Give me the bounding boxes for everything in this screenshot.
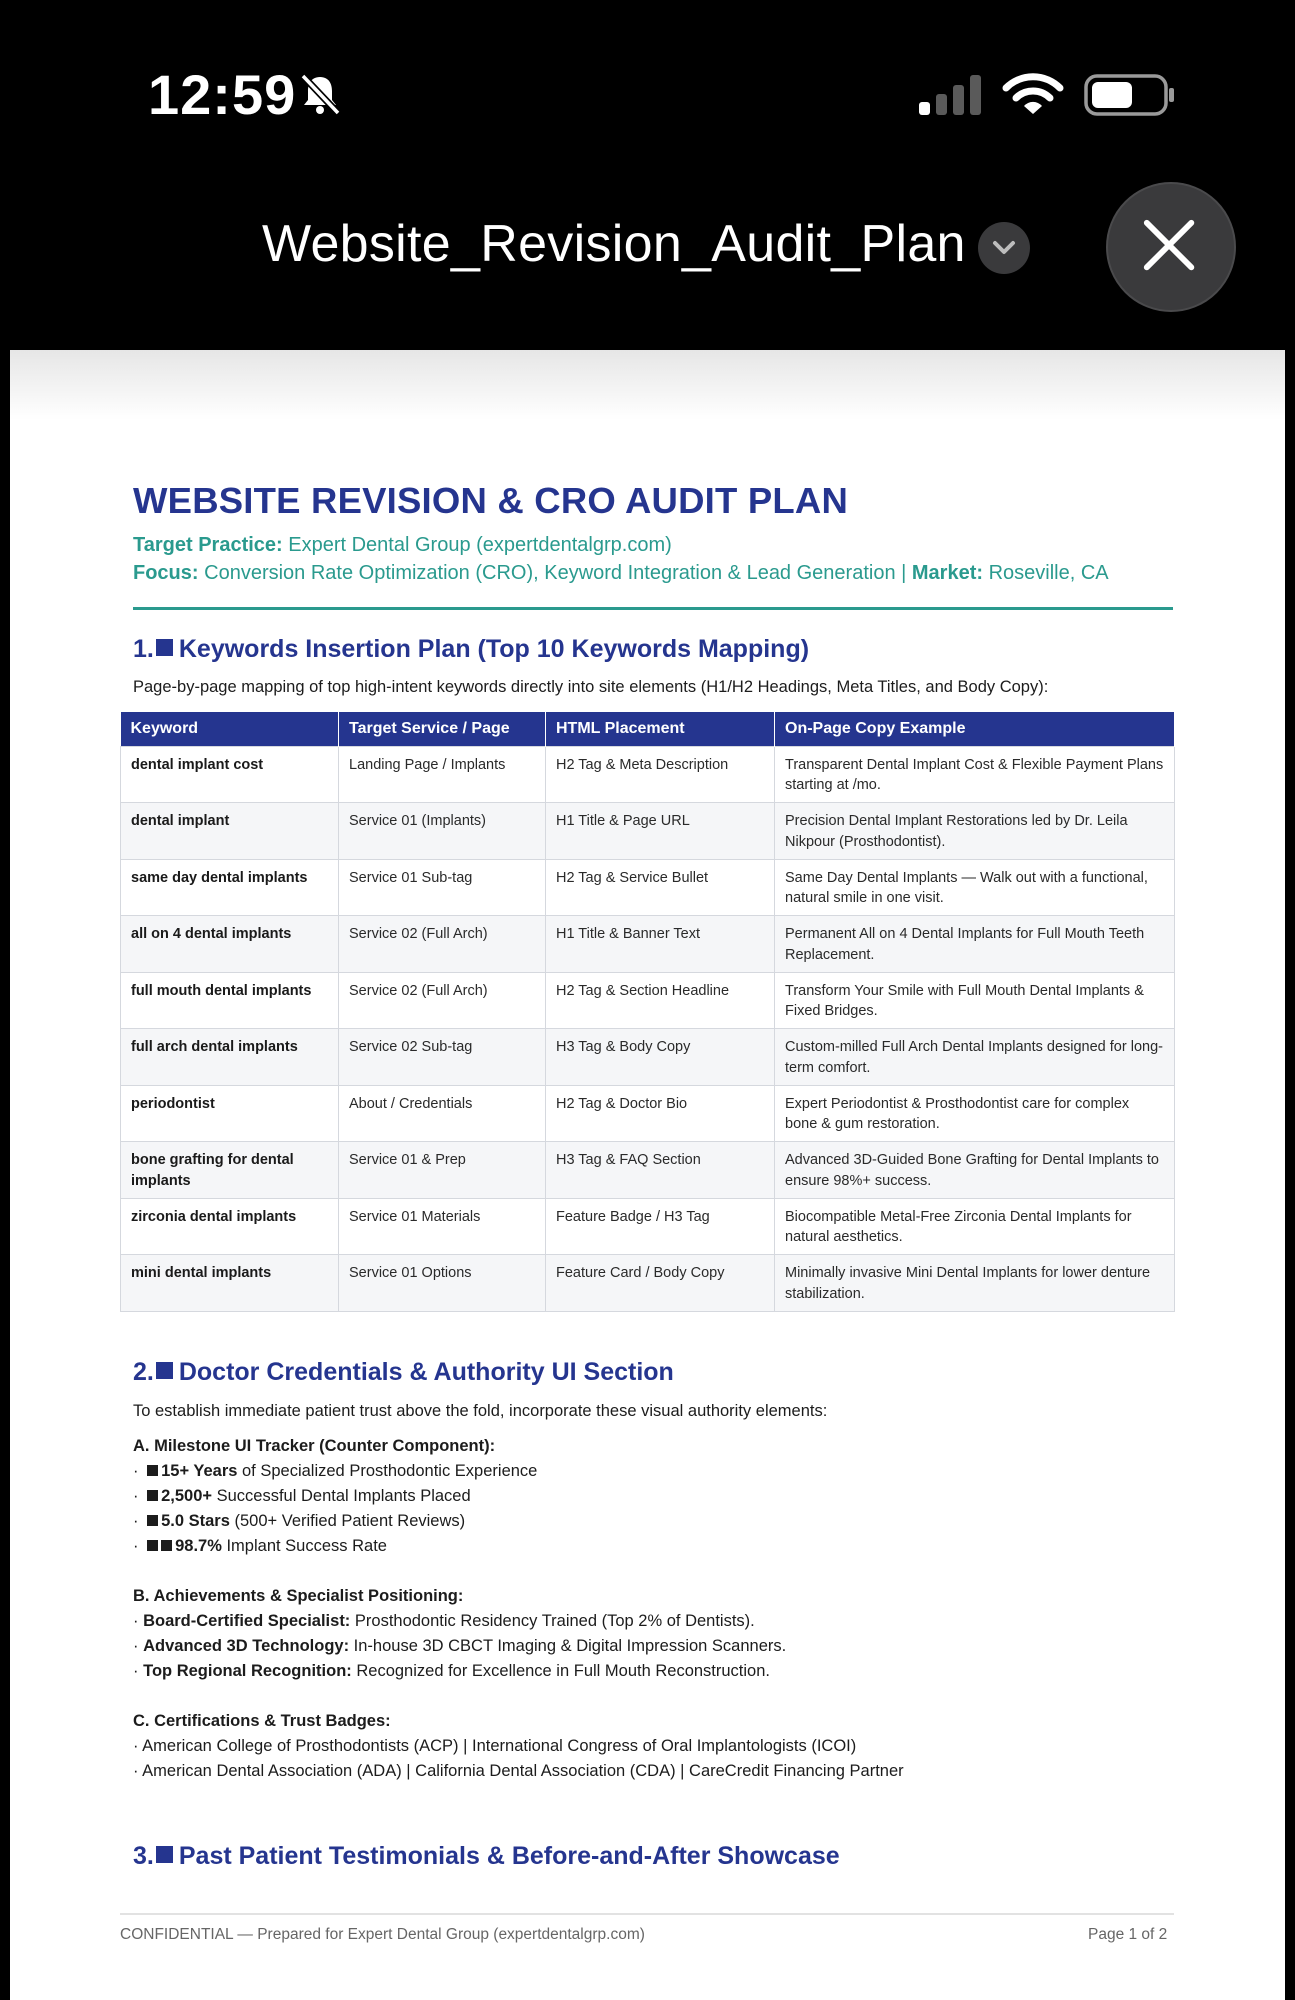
target-page-cell: Service 01 Sub-tag <box>339 859 546 916</box>
milestone-heading: A. Milestone UI Tracker (Counter Component): <box>133 1437 496 1455</box>
table-header-cell: HTML Placement <box>546 712 775 746</box>
target-page-cell: Service 01 (Implants) <box>339 803 546 860</box>
html-placement-cell: H2 Tag & Doctor Bio <box>546 1085 775 1142</box>
copy-example-cell: Biocompatible Metal-Free Zirconia Dental Implants for natural aesthetics. <box>775 1198 1175 1255</box>
table-row <box>121 803 1175 860</box>
milestone-text: Successful Dental Implants Placed <box>212 1487 471 1505</box>
html-placement-cell: H2 Tag & Service Bullet <box>546 859 775 916</box>
html-placement-cell: H3 Tag & Body Copy <box>546 1029 775 1086</box>
achievement-label: Board-Certified Specialist: <box>143 1612 351 1630</box>
copy-example-cell: Permanent All on 4 Dental Implants for Full Mouth Teeth Replacement. <box>775 916 1175 973</box>
target-practice-line <box>133 534 672 557</box>
cert-text: American College of Prosthodontists (ACP) | International Congress of Oral Implantologists (ICOI) <box>142 1737 857 1755</box>
copy-example-cell: Same Day Dental Implants — Walk out with a functional, natural smile in one visit. <box>775 859 1175 916</box>
copy-example-cell: Custom-milled Full Arch Dental Implants designed for long-term comfort. <box>775 1029 1175 1086</box>
square-bullet-icon <box>147 1490 158 1501</box>
achievement-item: · Top Regional Recognition: Recognized for Excellence in Full Mouth Reconstruction. <box>133 1662 770 1680</box>
milestone-item: · 5.0 Stars (500+ Verified Patient Reviews) <box>133 1512 466 1530</box>
target-page-cell: Service 01 Options <box>339 1255 546 1312</box>
target-page-cell: Landing Page / Implants <box>339 746 546 803</box>
keyword-cell: zirconia dental implants <box>121 1198 339 1255</box>
keyword-cell: same day dental implants <box>121 859 339 916</box>
keyword-cell: full arch dental implants <box>121 1029 339 1086</box>
table-header-row <box>121 712 1175 746</box>
table-row <box>121 746 1175 803</box>
html-placement-cell: H3 Tag & FAQ Section <box>546 1142 775 1199</box>
close-icon <box>1108 184 1234 310</box>
milestone-text: (500+ Verified Patient Reviews) <box>229 1512 466 1530</box>
table-row <box>121 1142 1175 1199</box>
section-2-number: 2. <box>133 1358 154 1386</box>
footer-confidential: CONFIDENTIAL — Prepared for Expert Dental Group (expertdentalgrp.com) <box>120 1926 645 1943</box>
target-page-cell: Service 02 (Full Arch) <box>339 916 546 973</box>
square-bullet-icon <box>147 1515 158 1526</box>
table-row <box>121 1255 1175 1312</box>
market-value: Roseville, CA <box>988 562 1109 584</box>
close-button[interactable] <box>1106 182 1236 312</box>
keyword-cell: all on 4 dental implants <box>121 916 339 973</box>
section-3-number: 3. <box>133 1842 154 1870</box>
html-placement-cell: Feature Card / Body Copy <box>546 1255 775 1312</box>
milestone-value: 98.7% <box>175 1537 222 1555</box>
focus-value: Conversion Rate Optimization (CRO), Keyword Integration & Lead Generation | <box>204 562 912 584</box>
section-1-heading <box>133 635 809 664</box>
chevron-down-icon <box>978 222 1030 274</box>
document-title[interactable]: Website_Revision_Audit_Plan <box>262 215 966 273</box>
cert-text: American Dental Association (ADA) | California Dental Association (CDA) | CareCredit Financing Partner <box>142 1762 904 1780</box>
table-row <box>121 1085 1175 1142</box>
achievement-label: Top Regional Recognition: <box>143 1662 352 1680</box>
achievement-label: Advanced 3D Technology: <box>143 1637 350 1655</box>
table-header-cell: On-Page Copy Example <box>775 712 1175 746</box>
target-value: Expert Dental Group (expertdentalgrp.com) <box>288 534 672 556</box>
html-placement-cell: H1 Title & Page URL <box>546 803 775 860</box>
section-1-title: Keywords Insertion Plan (Top 10 Keywords Mapping) <box>178 635 810 663</box>
square-bullet-icon <box>156 639 173 656</box>
page-top-shadow <box>10 350 1285 420</box>
status-bar <box>0 0 1295 190</box>
document-heading: WEBSITE REVISION & CRO AUDIT PLAN <box>133 480 848 521</box>
html-placement-cell: Feature Badge / H3 Tag <box>546 1198 775 1255</box>
section-1-number: 1. <box>133 635 154 663</box>
keyword-cell: bone grafting for dental implants <box>121 1142 339 1199</box>
section-2-description: To establish immediate patient trust above the fold, incorporate these visual authority elements: <box>133 1402 828 1420</box>
table-row <box>121 972 1175 1029</box>
cellular-signal-icon <box>918 74 984 116</box>
status-time: 12:59 <box>148 63 297 126</box>
section-2-heading <box>133 1358 674 1387</box>
keywords-table <box>120 712 1175 1312</box>
table-header-cell: Keyword <box>121 712 339 746</box>
square-bullet-icon <box>156 1846 173 1863</box>
milestone-value: 2,500+ <box>161 1487 213 1505</box>
target-page-cell: Service 01 Materials <box>339 1198 546 1255</box>
milestone-value: 5.0 Stars <box>161 1512 230 1530</box>
copy-example-cell: Expert Periodontist & Prosthodontist care for complex bone & gum restoration. <box>775 1085 1175 1142</box>
table-row <box>121 1198 1175 1255</box>
wifi-icon <box>1002 70 1064 118</box>
square-bullet-icon <box>161 1540 172 1551</box>
copy-example-cell: Transparent Dental Implant Cost & Flexible Payment Plans starting at /mo. <box>775 746 1175 803</box>
keyword-cell: full mouth dental implants <box>121 972 339 1029</box>
square-bullet-icon <box>147 1540 158 1551</box>
table-header-cell: Target Service / Page <box>339 712 546 746</box>
keyword-cell: mini dental implants <box>121 1255 339 1312</box>
section-1-description: Page-by-page mapping of top high-intent keywords directly into site elements (H1/H2 Headings, Meta Titles, and Body Copy): <box>133 678 1049 696</box>
achievement-item: · Advanced 3D Technology: In-house 3D CBCT Imaging & Digital Impression Scanners. <box>133 1637 787 1655</box>
html-placement-cell: H1 Title & Banner Text <box>546 916 775 973</box>
table-row <box>121 916 1175 973</box>
milestone-item: · 15+ Years of Specialized Prosthodontic Experience <box>133 1462 538 1480</box>
html-placement-cell: H2 Tag & Meta Description <box>546 746 775 803</box>
table-row <box>121 1029 1175 1086</box>
cert-item: · American College of Prosthodontists (ACP) | International Congress of Oral Implantologists (ICOI) <box>133 1737 857 1755</box>
html-placement-cell: H2 Tag & Section Headline <box>546 972 775 1029</box>
title-menu-button[interactable] <box>978 222 1030 274</box>
square-bullet-icon <box>147 1465 158 1476</box>
section-3-title: Past Patient Testimonials & Before-and-After Showcase <box>178 1842 840 1870</box>
copy-example-cell: Transform Your Smile with Full Mouth Dental Implants & Fixed Bridges. <box>775 972 1175 1029</box>
table-row <box>121 859 1175 916</box>
milestone-item: · 98.7% Implant Success Rate <box>133 1537 387 1555</box>
achievement-item: · Board-Certified Specialist: Prosthodontic Residency Trained (Top 2% of Dentists). <box>133 1612 755 1630</box>
keyword-cell: dental implant <box>121 803 339 860</box>
document-page[interactable] <box>10 350 1285 2000</box>
heading-divider <box>133 607 1173 610</box>
section-3-heading <box>133 1842 840 1871</box>
section-2-title: Doctor Credentials & Authority UI Section <box>178 1358 674 1386</box>
target-page-cell: Service 01 & Prep <box>339 1142 546 1199</box>
milestone-text: Implant Success Rate <box>221 1537 387 1555</box>
copy-example-cell: Advanced 3D-Guided Bone Grafting for Dental Implants to ensure 98%+ success. <box>775 1142 1175 1199</box>
battery-icon <box>1084 74 1176 116</box>
achievement-text: In-house 3D CBCT Imaging & Digital Impression Scanners. <box>349 1637 787 1655</box>
certs-heading: C. Certifications & Trust Badges: <box>133 1712 391 1730</box>
target-page-cell: Service 02 (Full Arch) <box>339 972 546 1029</box>
footer-divider <box>120 1913 1174 1915</box>
achievements-heading: B. Achievements & Specialist Positioning: <box>133 1587 464 1605</box>
bell-muted-icon <box>296 70 344 118</box>
target-page-cell: Service 02 Sub-tag <box>339 1029 546 1086</box>
focus-label: Focus: <box>133 562 199 584</box>
target-page-cell: About / Credentials <box>339 1085 546 1142</box>
keyword-cell: dental implant cost <box>121 746 339 803</box>
focus-line <box>133 562 1109 585</box>
page-number: Page 1 of 2 <box>1088 1926 1168 1943</box>
copy-example-cell: Precision Dental Implant Restorations led by Dr. Leila Nikpour (Prosthodontist). <box>775 803 1175 860</box>
milestone-text: of Specialized Prosthodontic Experience <box>237 1462 538 1480</box>
copy-example-cell: Minimally invasive Mini Dental Implants for lower denture stabilization. <box>775 1255 1175 1312</box>
achievement-text: Prosthodontic Residency Trained (Top 2% of Dentists). <box>350 1612 755 1630</box>
market-label: Market: <box>911 562 984 584</box>
milestone-value: 15+ Years <box>161 1462 238 1480</box>
keyword-cell: periodontist <box>121 1085 339 1142</box>
square-bullet-icon <box>156 1362 173 1379</box>
cert-item: · American Dental Association (ADA) | California Dental Association (CDA) | CareCredit Financing Partner <box>133 1762 904 1780</box>
milestone-item: · 2,500+ Successful Dental Implants Placed <box>133 1487 471 1505</box>
achievement-text: Recognized for Excellence in Full Mouth Reconstruction. <box>351 1662 770 1680</box>
target-label: Target Practice: <box>133 534 283 556</box>
